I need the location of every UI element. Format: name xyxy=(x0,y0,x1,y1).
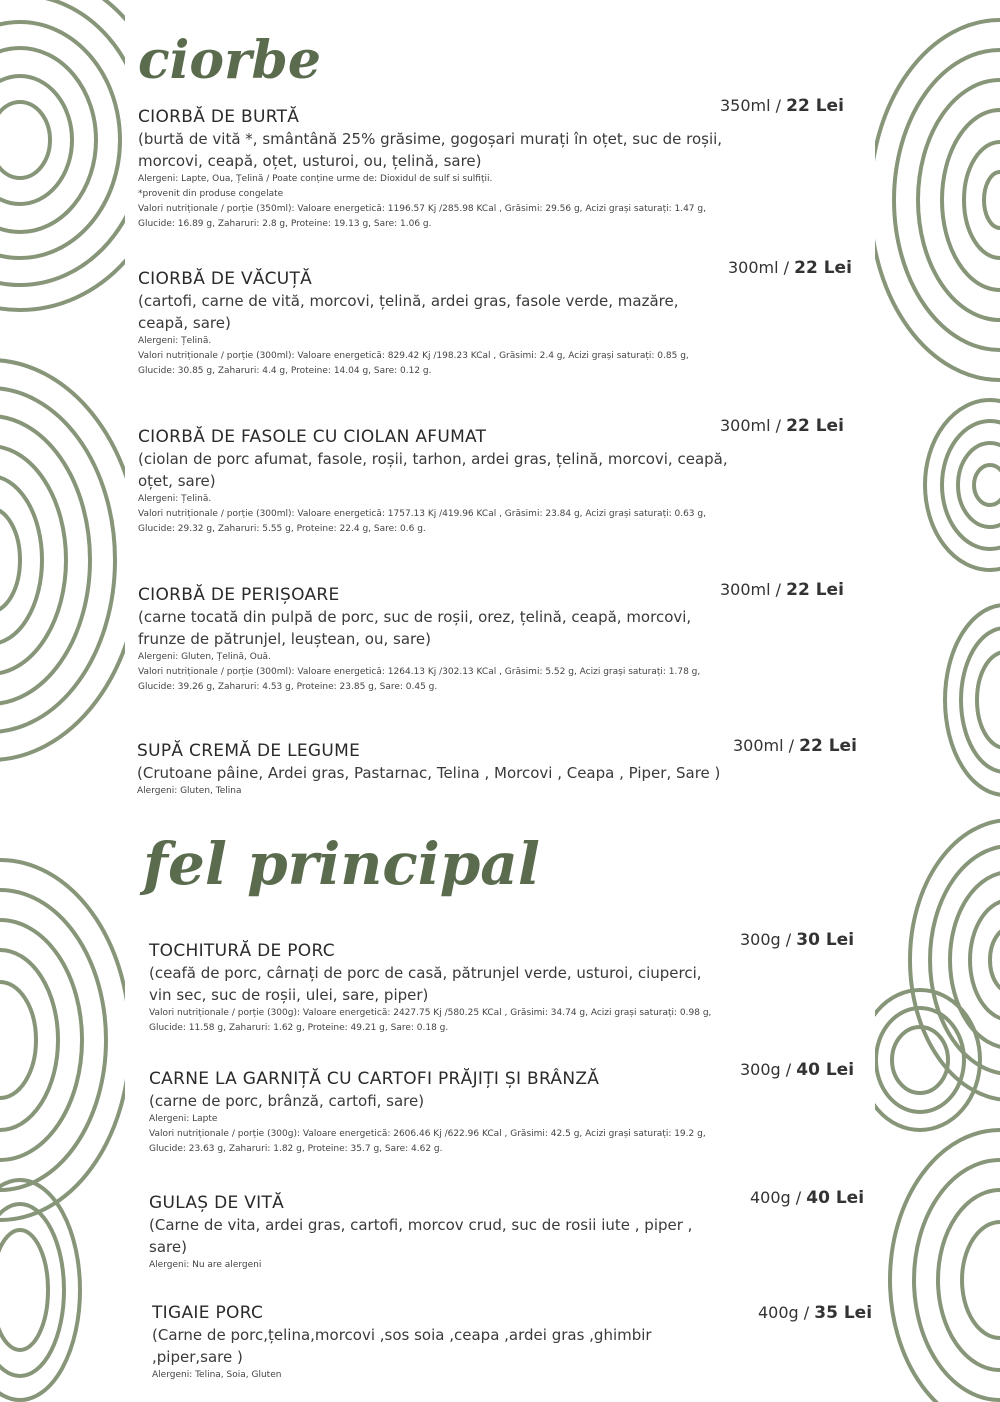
item-price xyxy=(740,930,854,950)
item-description: (ciolan de porc afumat, fasole, roșii, tarhon, ardei gras, țelină, morcovi, ceapă, oțet, sare) xyxy=(138,450,728,490)
cropped-heading-strip xyxy=(200,0,800,4)
item-description: (carne de porc, brânză, cartofi, sare) xyxy=(149,1092,425,1110)
item-price xyxy=(720,416,844,436)
item-description: (carne tocată din pulpă de porc, suc de roșii, orez, țelină, ceapă, morcovi, frunze de pătrunjel, leuștean, ou, sare) xyxy=(138,608,692,648)
item-price-value: 22 Lei xyxy=(786,96,844,116)
menu-item xyxy=(138,106,728,232)
item-price xyxy=(758,1303,872,1323)
item-name: GULAȘ DE VITĂ xyxy=(149,1193,285,1213)
menu-item xyxy=(149,940,719,1036)
item-quantity: 300ml / xyxy=(728,258,790,277)
item-quantity: 300ml / xyxy=(720,416,782,435)
menu-item xyxy=(138,426,728,537)
item-price-value: 40 Lei xyxy=(806,1188,865,1208)
item-allergens: Alergeni: Țelină. xyxy=(138,336,212,346)
menu-item xyxy=(149,1068,719,1157)
item-description: (cartofi, carne de vită, morcovi, țelină, ardei gras, fasole verde, mazăre, ceapă, sare) xyxy=(138,292,679,332)
item-price-value: 35 Lei xyxy=(814,1303,873,1323)
item-quantity: 300g / xyxy=(740,1060,792,1079)
item-allergens: Alergeni: Lapte, Oua, Țelină / Poate conține urme de: Dioxidul de sulf si sulfiții. xyxy=(138,174,493,184)
item-price xyxy=(750,1188,864,1208)
item-price-value: 40 Lei xyxy=(796,1060,855,1080)
item-price-value: 22 Lei xyxy=(786,416,844,436)
item-allergens: Alergeni: Gluten, Țelină, Ouă. xyxy=(138,652,271,662)
item-nutrition: Valori nutriționale / porție (300g): Valoare energetică: 2606.46 Kj /622.96 KCal , Grăsimi: 42.5 g, Acizi grași saturați: 19.2 g, Glucide: 23.63 g, Zaharuri: 1.82 g, Proteine: 35.7 g, Sare: 4.62 g. xyxy=(149,1129,706,1154)
item-description: (Carne de porc,țelina,morcovi ,sos soia ,ceapa ,ardei gras ,ghimbir ,piper,sare ) xyxy=(152,1326,652,1366)
item-allergens: Alergeni: Telina, Soia, Gluten xyxy=(152,1370,282,1380)
item-price xyxy=(720,96,844,116)
item-price-value: 22 Lei xyxy=(799,736,857,756)
item-name: CIORBĂ DE VĂCUȚĂ xyxy=(138,269,313,289)
item-price xyxy=(720,580,844,600)
menu-item xyxy=(149,1192,709,1273)
item-nutrition: Valori nutriționale / porție (300ml): Valoare energetică: 1264.13 Kj /302.13 KCal , Grăsimi: 5.52 g, Acizi grași saturați: 1.78 g, Glucide: 39.26 g, Zaharuri: 4.53 g, Proteine: 23.85 g, Sare: 0.45 g. xyxy=(138,667,701,692)
menu-item xyxy=(138,584,728,695)
item-name: CARNE LA GARNIȚĂ CU CARTOFI PRĂJIȚI ȘI BRÂNZĂ xyxy=(149,1069,600,1089)
item-nutrition: Valori nutriționale / porție (300ml): Valoare energetică: 829.42 Kj /198.23 KCal , Grăsimi: 2.4 g, Acizi grași saturați: 0.85 g, Glucide: 30.85 g, Zaharuri: 4.4 g, Proteine: 14.04 g, Sare: 0.12 g. xyxy=(138,351,689,376)
item-description: (ceafă de porc, cârnați de porc de casă, pătrunjel verde, usturoi, ciuperci, vin sec, suc de roșii, ulei, sare, piper) xyxy=(149,964,702,1004)
item-price xyxy=(733,736,857,756)
item-quantity: 300ml / xyxy=(720,580,782,599)
item-name: TOCHITURĂ DE PORC xyxy=(149,941,335,961)
item-price-value: 22 Lei xyxy=(786,580,844,600)
item-name: TIGAIE PORC xyxy=(152,1303,264,1323)
item-quantity: 400g / xyxy=(750,1188,802,1207)
item-name: CIORBĂ DE PERIȘOARE xyxy=(138,585,340,605)
item-description: (burtă de vită *, smântână 25% grăsime, gogoșari murați în oțet, suc de roșii, morcovi, ceapă, oțet, usturoi, ou, țelină, sare) xyxy=(138,130,723,170)
menu-item xyxy=(138,268,728,379)
item-allergens: Alergeni: Gluten, Telina xyxy=(137,786,242,796)
item-quantity: 300ml / xyxy=(733,736,795,755)
item-nutrition: Valori nutriționale / porție (300ml): Valoare energetică: 1757.13 Kj /419.96 KCal , Grăsimi: 23.84 g, Acizi grași saturați: 0.63 g, Glucide: 29.32 g, Zaharuri: 5.55 g, Proteine: 22.4 g, Sare: 0.6 g. xyxy=(138,509,706,534)
item-description: (Crutoane pâine, Ardei gras, Pastarnac, Telina , Morcovi , Ceapa , Piper, Sare ) xyxy=(137,764,721,782)
item-price xyxy=(728,258,852,278)
item-nutrition: Valori nutriționale / porție (350ml): Valoare energetică: 1196.57 Kj /285.98 KCal , Grăsimi: 29.56 g, Acizi grași saturați: 1.47 g, Glucide: 16.89 g, Zaharuri: 2.8 g, Proteine: 19.13 g, Sare: 1.06 g. xyxy=(138,204,706,229)
item-allergens: Alergeni: Nu are alergeni xyxy=(149,1260,262,1270)
item-allergens: Alergeni: Lapte xyxy=(149,1114,218,1124)
item-note: *provenit din produse congelate xyxy=(138,189,284,199)
item-price xyxy=(740,1060,854,1080)
menu-item xyxy=(152,1302,692,1383)
item-price-value: 22 Lei xyxy=(794,258,852,278)
menu-item xyxy=(137,740,737,799)
item-description: (Carne de vita, ardei gras, cartofi, morcov crud, suc de rosii iute , piper , sare) xyxy=(149,1216,693,1256)
item-name: SUPĂ CREMĂ DE LEGUME xyxy=(137,741,361,761)
item-nutrition: Valori nutriționale / porție (300g): Valoare energetică: 2427.75 Kj /580.25 KCal , Grăsimi: 34.74 g, Acizi grași saturați: 0.98 g, Glucide: 11.58 g, Zaharuri: 1.62 g, Proteine: 49.21 g, Sare: 0.18 g. xyxy=(149,1008,712,1033)
item-quantity: 300g / xyxy=(740,930,792,949)
item-allergens: Alergeni: Țelină. xyxy=(138,494,212,504)
item-quantity: 350ml / xyxy=(720,96,782,115)
section-title-fel-principal: fel principal xyxy=(143,830,540,898)
item-name: CIORBĂ DE BURTĂ xyxy=(138,107,300,127)
item-quantity: 400g / xyxy=(758,1303,810,1322)
item-name: CIORBĂ DE FASOLE CU CIOLAN AFUMAT xyxy=(138,427,487,447)
section-title-ciorbe: ciorbe xyxy=(138,30,321,91)
item-price-value: 30 Lei xyxy=(796,930,855,950)
